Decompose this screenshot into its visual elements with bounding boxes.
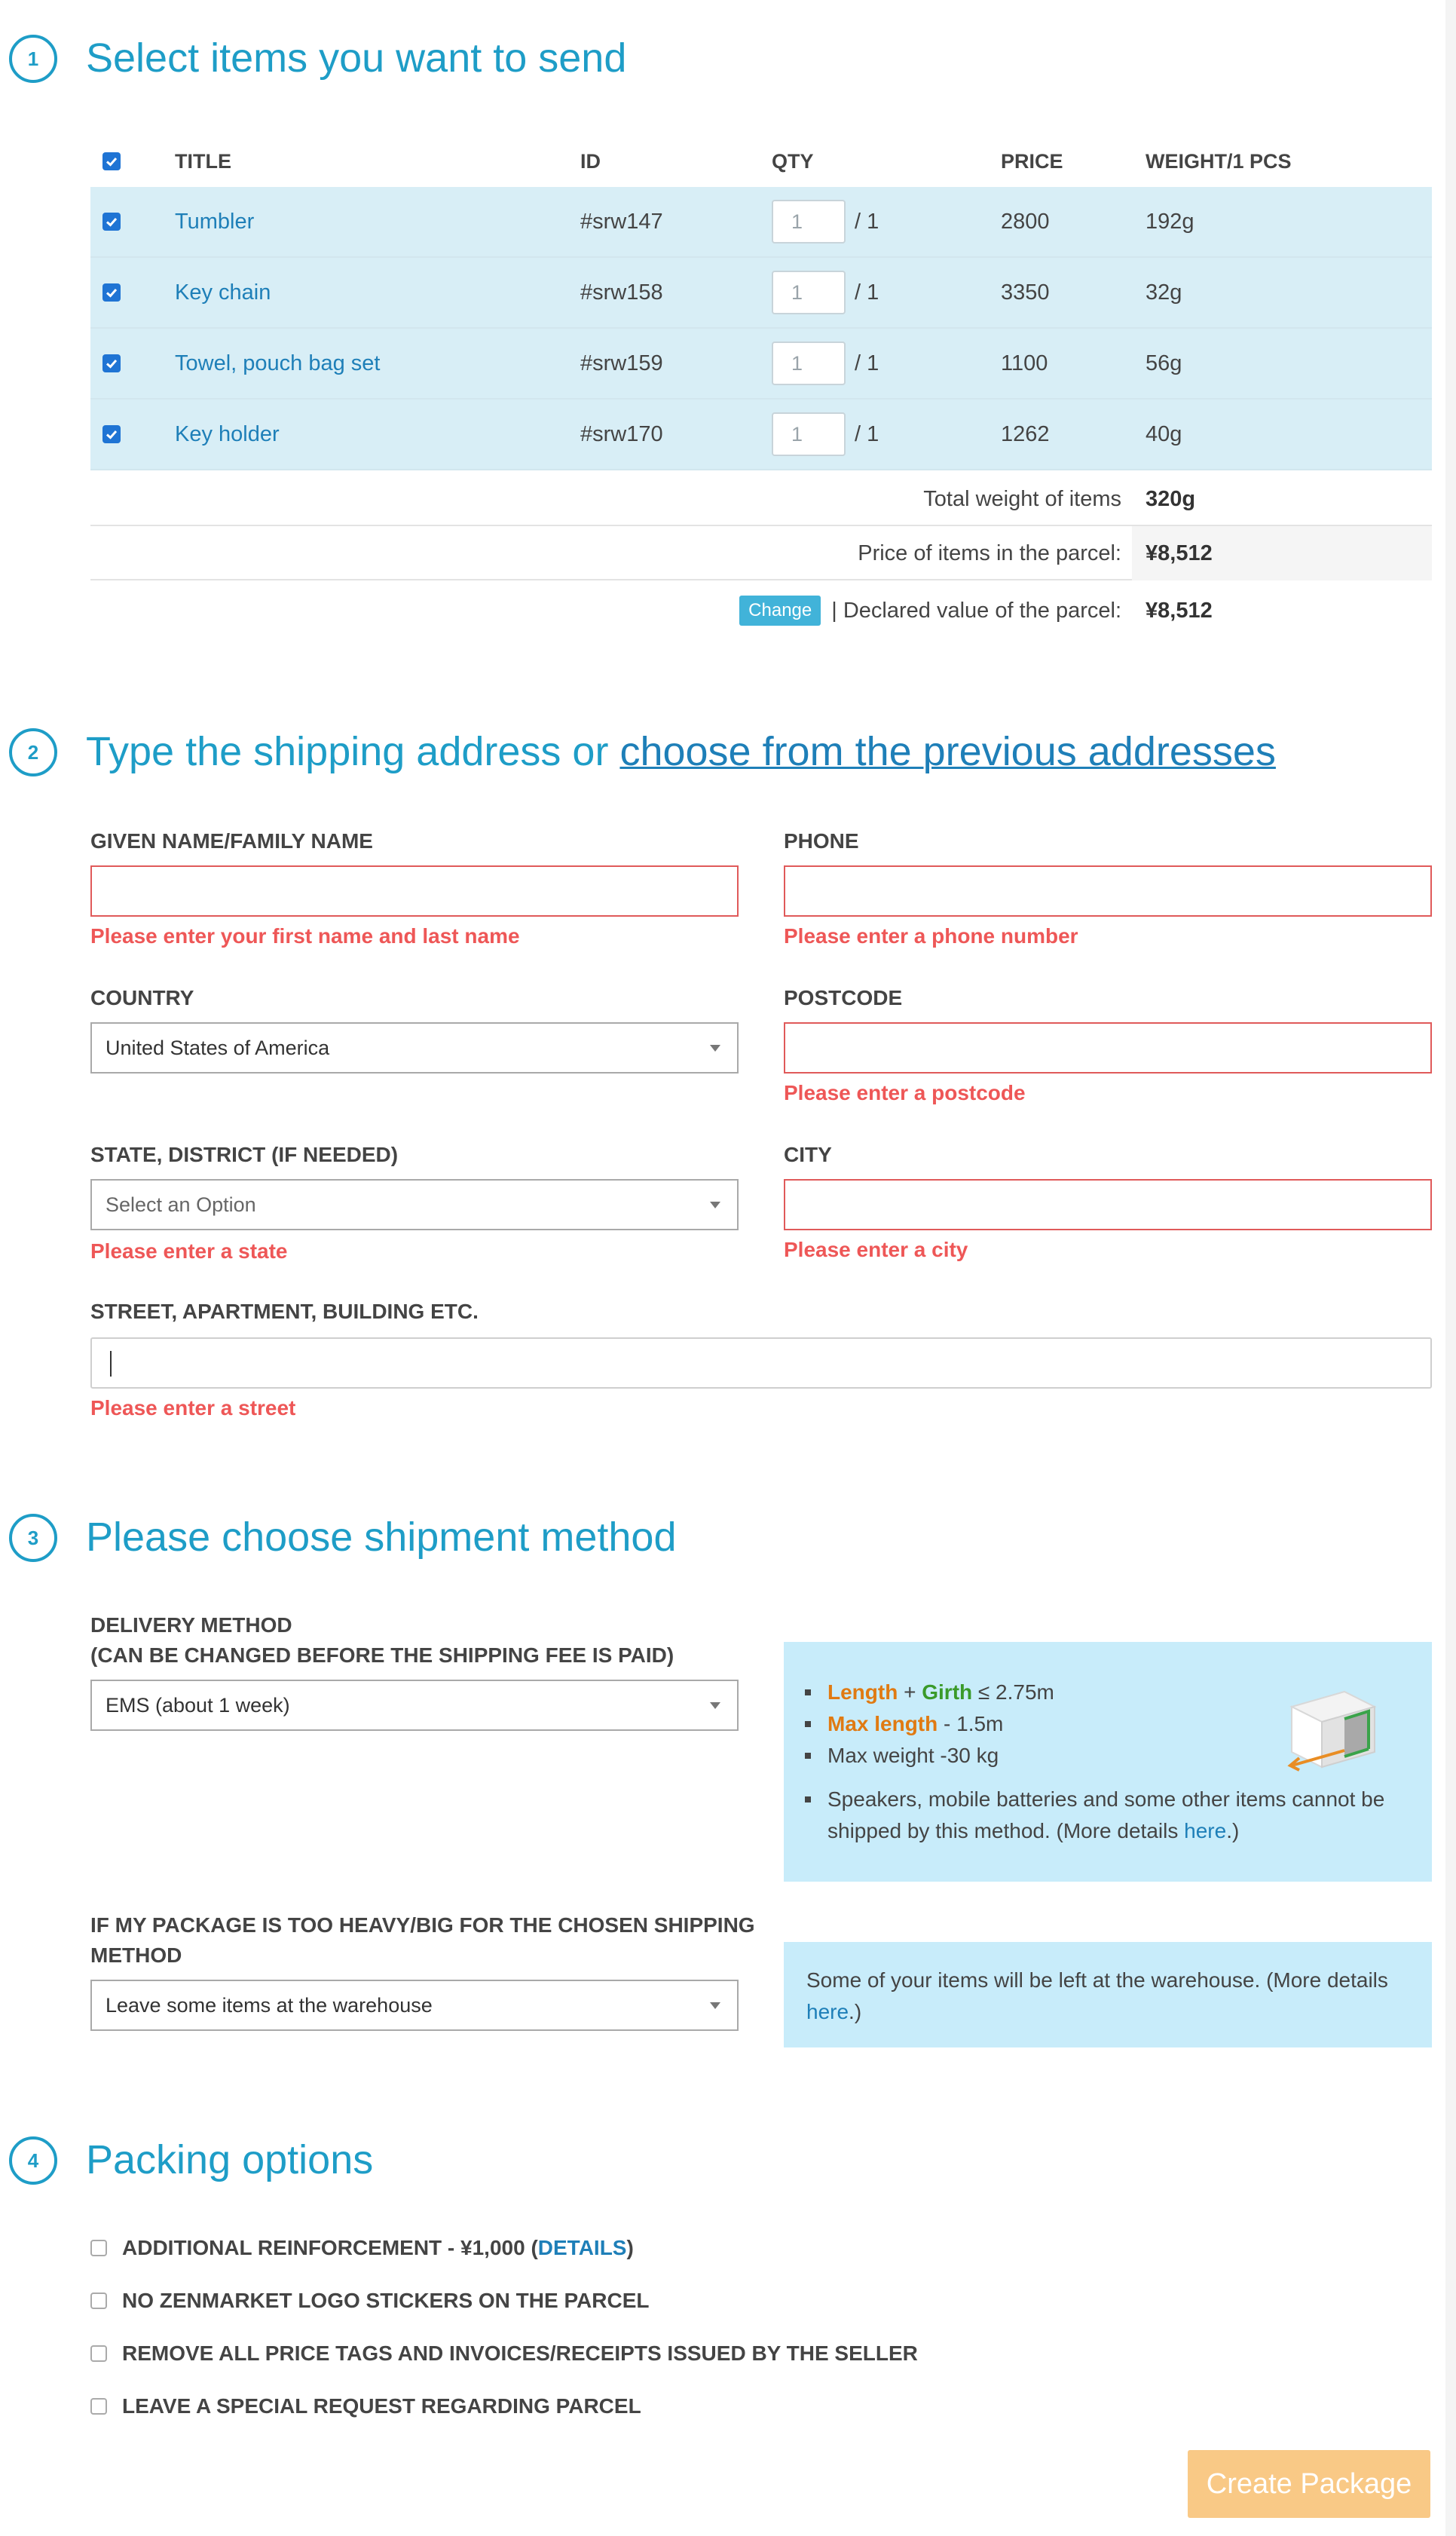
name-input[interactable] [90,865,739,917]
header-weight: WEIGHT/1 PCS [1146,149,1292,173]
step-2-badge: 2 [9,728,57,776]
info-note [797,1784,1402,1847]
note-end: .) [1226,1819,1240,1842]
section-2-title-text: Type the shipping address or [86,729,620,774]
remove-tags-label: REMOVE ALL PRICE TAGS AND INVOICES/RECEIPTS ISSUED BY THE SELLER [122,2342,918,2365]
step-1-badge: 1 [9,35,57,83]
section-2-header [0,721,1456,789]
reinforcement-end: ) [626,2236,634,2259]
name-label: GIVEN NAME/FAMILY NAME [90,829,373,853]
caret-down-icon [710,1045,720,1052]
postcode-input[interactable] [784,1022,1432,1074]
declared-value: ¥8,512 [1146,598,1213,623]
item-id: #srw147 [580,209,663,234]
step-4-badge: 4 [9,2136,57,2185]
heavy-info-body: Some of your items will be left at the warehouse. (More details [806,1968,1388,1992]
heavy-label: IF MY PACKAGE IS TOO HEAVY/BIG FOR THE CHOSEN SHIPPING [90,1913,755,1937]
note-here-link[interactable]: here [1184,1819,1227,1842]
caret-down-icon [710,1202,720,1208]
section-4-title: Packing options [86,2137,374,2182]
item-weight: 40g [1146,421,1182,446]
heavy-package-select[interactable] [90,1980,739,2031]
postcode-error: Please enter a postcode [784,1081,1026,1104]
state-placeholder: Select an Option [106,1193,256,1216]
qty-max: / 1 [855,209,879,234]
city-input[interactable] [784,1179,1432,1230]
option-special-request[interactable] [90,2391,641,2421]
item-id: #srw158 [580,280,663,305]
item-price: 1262 [1001,421,1050,446]
checkbox-checked-icon [102,354,121,372]
header-title: TITLE [175,149,231,173]
heavy-info-end: .) [849,2000,862,2023]
declared-row [90,583,1432,638]
reinforcement-label [122,2236,634,2260]
qty-input[interactable]: 1 [772,200,846,243]
table-header-row [90,136,1432,187]
option-no-stickers[interactable] [90,2286,650,2316]
city-label: CITY [784,1143,832,1166]
item-qty [772,400,879,469]
no-stickers-label: NO ZENMARKET LOGO STICKERS ON THE PARCEL [122,2289,650,2312]
create-package-button[interactable]: Create Package [1188,2450,1430,2518]
checkbox-checked-icon [102,425,121,443]
girth-text: Girth [922,1680,973,1704]
girth-rest: ≤ 2.75m [972,1680,1054,1704]
item-price: 3350 [1001,280,1050,305]
plus-text: + [898,1680,922,1704]
reinforcement-details-link[interactable]: DETAILS [537,2236,627,2259]
qty-input[interactable]: 1 [772,342,846,385]
table-row [90,400,1432,470]
heavy-sublabel: METHOD [90,1943,182,1967]
item-checkbox[interactable] [102,400,121,469]
header-qty: QTY [772,149,814,173]
item-checkbox[interactable] [102,258,121,327]
postcode-label: POSTCODE [784,986,903,1009]
qty-input[interactable]: 1 [772,271,846,314]
item-title-link[interactable]: Key holder [175,421,280,446]
item-title-link[interactable]: Towel, pouch bag set [175,351,381,375]
no-stickers-checkbox[interactable] [90,2293,107,2309]
caret-down-icon [710,2002,720,2009]
heavy-here-link[interactable]: here [806,2000,849,2023]
item-price: 1100 [1001,351,1048,375]
qty-max: / 1 [855,351,879,375]
header-price: PRICE [1001,149,1063,173]
reinforcement-checkbox[interactable] [90,2240,107,2256]
table-row [90,258,1432,329]
checkbox-checked-icon [102,283,121,302]
scrollbar[interactable] [1445,0,1456,2536]
step-3-badge: 3 [9,1514,57,1562]
qty-max: / 1 [855,421,879,446]
name-error: Please enter your first name and last name [90,924,520,948]
item-price: 2800 [1001,209,1050,234]
section-3-header [0,1506,1456,1574]
delivery-method-select[interactable] [90,1680,739,1731]
declared-label-group [739,583,1121,638]
price-row [90,526,1432,580]
select-all-checkbox[interactable] [102,136,121,187]
state-select[interactable] [90,1179,739,1230]
reinforcement-text: ADDITIONAL REINFORCEMENT - ¥1,000 ( [122,2236,538,2259]
item-id: #srw159 [580,351,663,375]
heavy-info-box [784,1942,1432,2047]
delivery-label: DELIVERY METHOD [90,1613,292,1637]
total-weight-value: 320g [1146,486,1196,511]
phone-input[interactable] [784,865,1432,917]
option-reinforcement[interactable] [90,2233,634,2263]
caret-down-icon [710,1702,720,1709]
max-length-text: Max length [827,1712,938,1735]
item-title-link[interactable]: Tumbler [175,209,255,234]
note-text: Speakers, mobile batteries and some other items cannot be shipped by this method. (More details [827,1787,1385,1842]
delivery-sublabel: (CAN BE CHANGED BEFORE THE SHIPPING FEE IS PAID) [90,1643,674,1667]
city-error: Please enter a city [784,1238,968,1261]
item-weight: 192g [1146,209,1194,234]
remove-tags-checkbox[interactable] [90,2345,107,2362]
section-1-title: Select items you want to send [86,35,627,81]
checkbox-checked-icon [102,213,121,231]
qty-input[interactable]: 1 [772,412,846,456]
max-length-rest: - 1.5m [938,1712,1004,1735]
delivery-value: EMS (about 1 week) [106,1693,290,1717]
item-weight: 32g [1146,280,1182,305]
section-3-title: Please choose shipment method [86,1515,677,1560]
price-label: Price of items in the parcel: [858,541,1121,565]
change-button[interactable]: Change [739,596,821,626]
delivery-info-box [784,1642,1432,1882]
item-qty [772,329,879,398]
item-title-link[interactable]: Key chain [175,280,271,305]
street-error: Please enter a street [90,1396,296,1420]
header-id: ID [580,149,601,173]
special-request-checkbox[interactable] [90,2398,107,2415]
street-label: STREET, APARTMENT, BUILDING ETC. [90,1300,479,1323]
checkbox-checked-icon [102,152,121,170]
qty-max: / 1 [855,280,879,305]
table-row [90,329,1432,400]
country-select[interactable] [90,1022,739,1074]
text-cursor [110,1351,112,1377]
section-2-title [86,727,1276,776]
parcel-box-icon [1269,1677,1382,1775]
info-max-weight: Max weight -30 kg [797,1740,1402,1772]
section-4-header [0,2129,1456,2197]
phone-error: Please enter a phone number [784,924,1078,948]
item-id: #srw170 [580,421,663,446]
length-text: Length [827,1680,898,1704]
section-1-header [0,27,1456,95]
state-error: Please enter a state [90,1239,288,1263]
option-remove-tags[interactable] [90,2338,918,2369]
item-weight: 56g [1146,351,1182,375]
previous-addresses-link[interactable]: choose from the previous addresses [619,729,1276,774]
declared-label: | Declared value of the parcel: [831,598,1121,623]
street-input[interactable] [90,1337,1432,1389]
total-weight-row [90,472,1432,526]
phone-label: PHONE [784,829,859,853]
total-weight-label: Total weight of items [923,486,1121,511]
item-checkbox[interactable] [102,329,121,398]
country-value: United States of America [106,1036,330,1059]
heavy-value: Leave some items at the warehouse [106,1993,433,2017]
item-qty [772,258,879,327]
special-request-label: LEAVE A SPECIAL REQUEST REGARDING PARCEL [122,2394,641,2418]
item-qty [772,187,879,256]
country-label: COUNTRY [90,986,194,1009]
price-value: ¥8,512 [1132,526,1432,580]
heavy-info-text [806,1965,1402,2028]
table-row [90,187,1432,258]
state-label: STATE, DISTRICT (IF NEEDED) [90,1143,399,1166]
items-table [90,136,1432,470]
item-checkbox[interactable] [102,187,121,256]
